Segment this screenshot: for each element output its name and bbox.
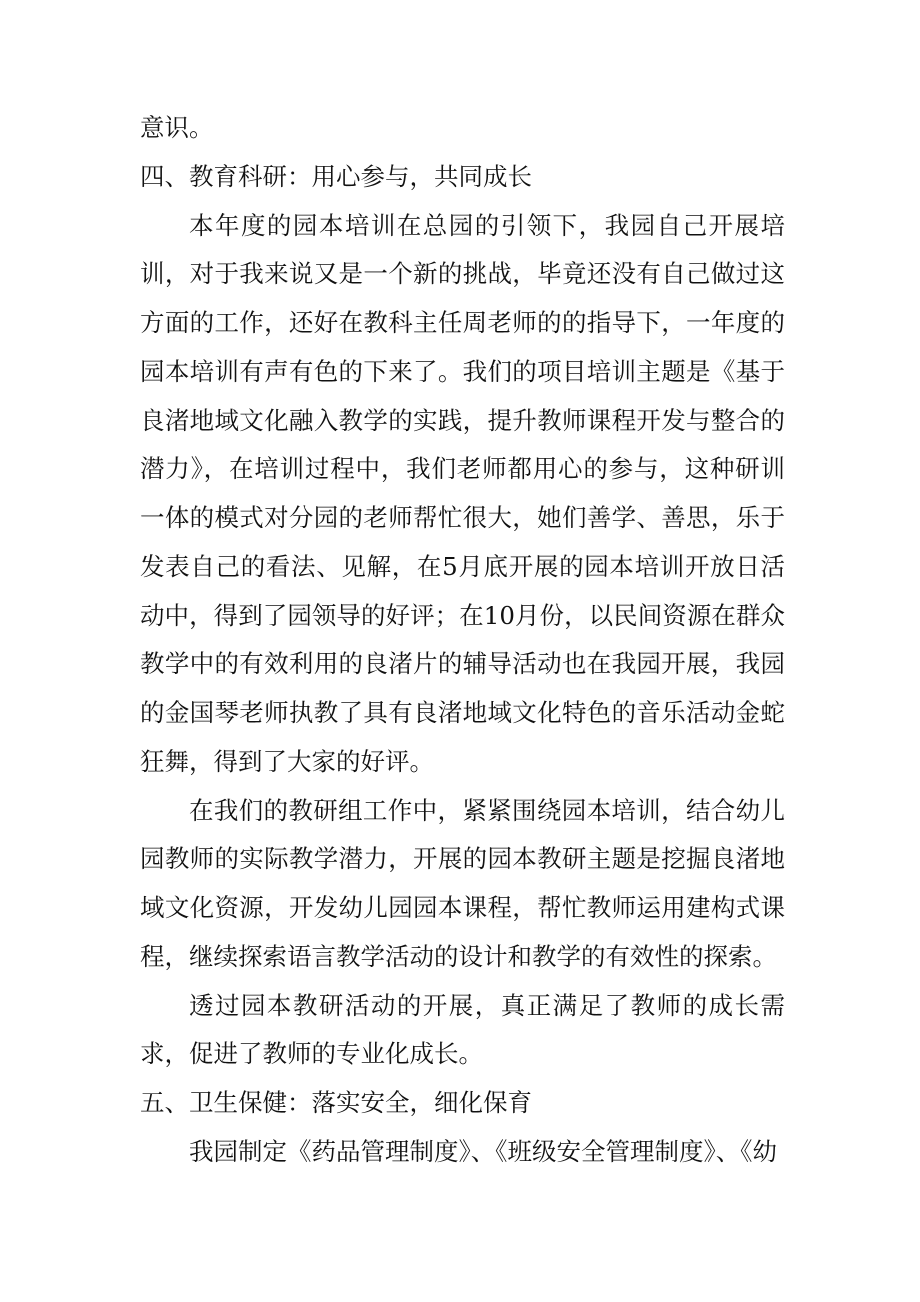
paragraph-health-rules: 我园制定《药品管理制度》、《班级安全管理制度》、《幼: [189, 1136, 777, 1166]
section-heading-health: 五、卫生保健：落实安全，细化保育: [140, 1088, 532, 1117]
paragraph-continuation: 意识。: [140, 113, 214, 142]
paragraph-growth: 透过园本教研活动的开展，真正满足了教师的成长需求，促进了教师的专业化成长。: [140, 990, 785, 1069]
document-body: [140, 104, 785, 1177]
section-heading-research: 四、教育科研：用心参与，共同成长: [140, 161, 532, 191]
paragraph-teaching-research: 在我们的教研组工作中，紧紧围绕园本培训，结合幼儿园教师的实际教学潜力，开展的园本教研主题是挖掘良渚地域文化资源，开发幼儿园园本课程，帮忙教师运用建构式课程，继续探索语言教学活动的设计和教学的有效性的探索。: [140, 795, 785, 971]
paragraph-training: 本年度的园本培训在总园的引领下，我园自己开展培训，对于我来说又是一个新的挑战，毕竟还没有自己做过这方面的工作，还好在教科主任周老师的的指导下，一年度的园本培训有声有色的下来了。我们的项目培训主题是《基于良渚地域文化融入教学的实践，提升教师课程开发与整合的潜力》，在培训过程中，我们老师都用心的参与，这种研训一体的模式对分园的老师帮忙很大，她们善学、善思，乐于发表自己的看法、见解，在5月底开展的园本培训开放日活动中，得到了园领导的好评；在10月份，以民间资源在群众教学中的有效利用的良渚片的辅导活动也在我园开展，我园的金国琴老师执教了具有良渚地域文化特色的音乐活动金蛇狂舞，得到了大家的好评。: [140, 210, 785, 776]
